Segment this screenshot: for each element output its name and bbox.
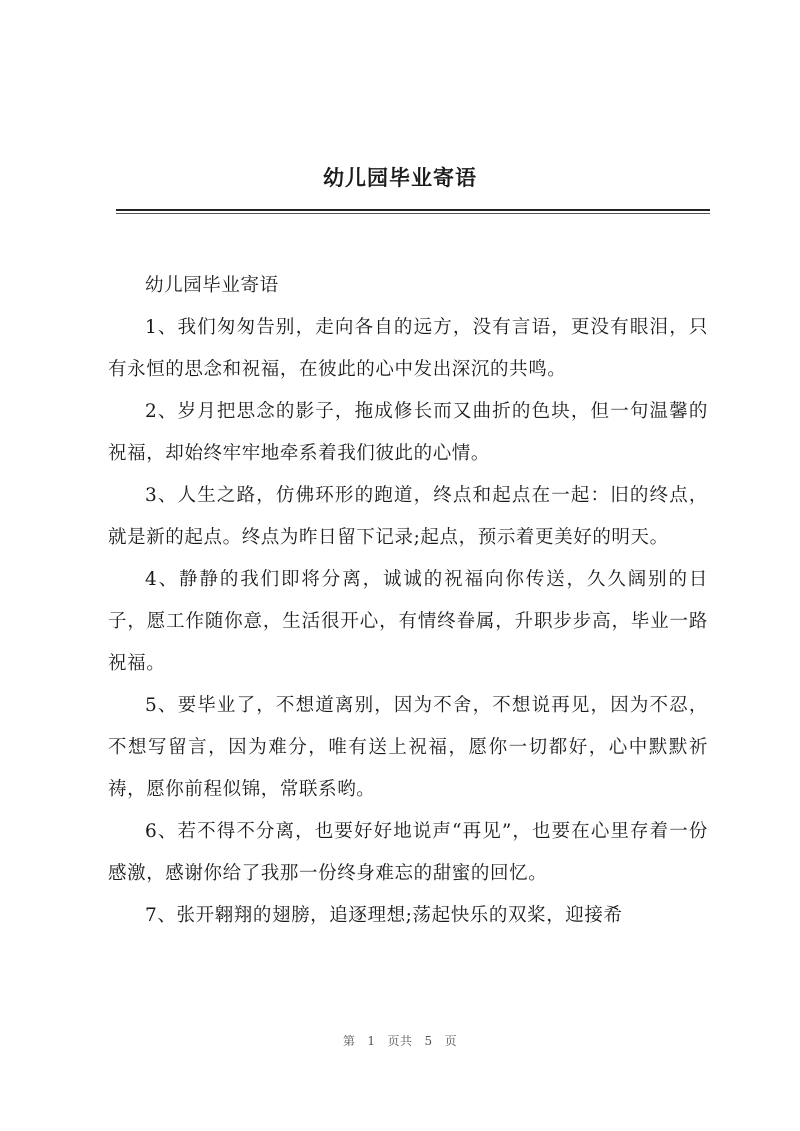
page-footer — [0, 1032, 800, 1049]
page-title: 幼儿园毕业寄语 — [323, 165, 477, 190]
paragraph: 7、张开翱翔的翅膀，追逐理想;荡起快乐的双桨，迎接希 — [145, 905, 623, 926]
paragraph: 3、人生之路，仿佛环形的跑道，终点和起点在一起：旧的终点，就是新的起点。终点为昨日留下记录;起点，预示着更美好的明天。 — [108, 485, 708, 548]
title-divider-thin — [116, 213, 710, 214]
paragraph: 6、若不得不分离，也要好好地说声“再见”，也要在心里存着一份感激，感谢你给了我那一份终身难忘的甜蜜的回忆。 — [108, 821, 708, 884]
footer-prefix: 第 — [342, 1034, 356, 1048]
paragraph: 4、静静的我们即将分离，诚诚的祝福向你传送，久久阔别的日子，愿工作随你意，生活很开心，有情终眷属，升职步步高，毕业一路祝福。 — [108, 569, 708, 674]
title-divider — [116, 209, 710, 211]
footer-total-pages: 5 — [424, 1034, 433, 1048]
paragraph: 1、我们匆匆告别，走向各自的远方，没有言语，更没有眼泪，只有永恒的思念和祝福，在彼此的心中发出深沉的共鸣。 — [108, 317, 708, 380]
footer-suffix: 页 — [444, 1034, 458, 1048]
footer-current-page: 1 — [367, 1034, 376, 1048]
paragraph-heading: 幼儿园毕业寄语 — [145, 275, 279, 296]
paragraph: 2、岁月把思念的影子，拖成修长而又曲折的色块，但一句温馨的祝福，却始终牢牢地牵系着我们彼此的心情。 — [108, 401, 708, 464]
document-body — [108, 265, 708, 937]
footer-middle: 页共 — [387, 1034, 413, 1048]
paragraph: 5、要毕业了，不想道离别，因为不舍，不想说再见，因为不忍，不想写留言，因为难分，唯有送上祝福，愿你一切都好，心中默默祈祷，愿你前程似锦，常联系哟。 — [108, 695, 708, 800]
